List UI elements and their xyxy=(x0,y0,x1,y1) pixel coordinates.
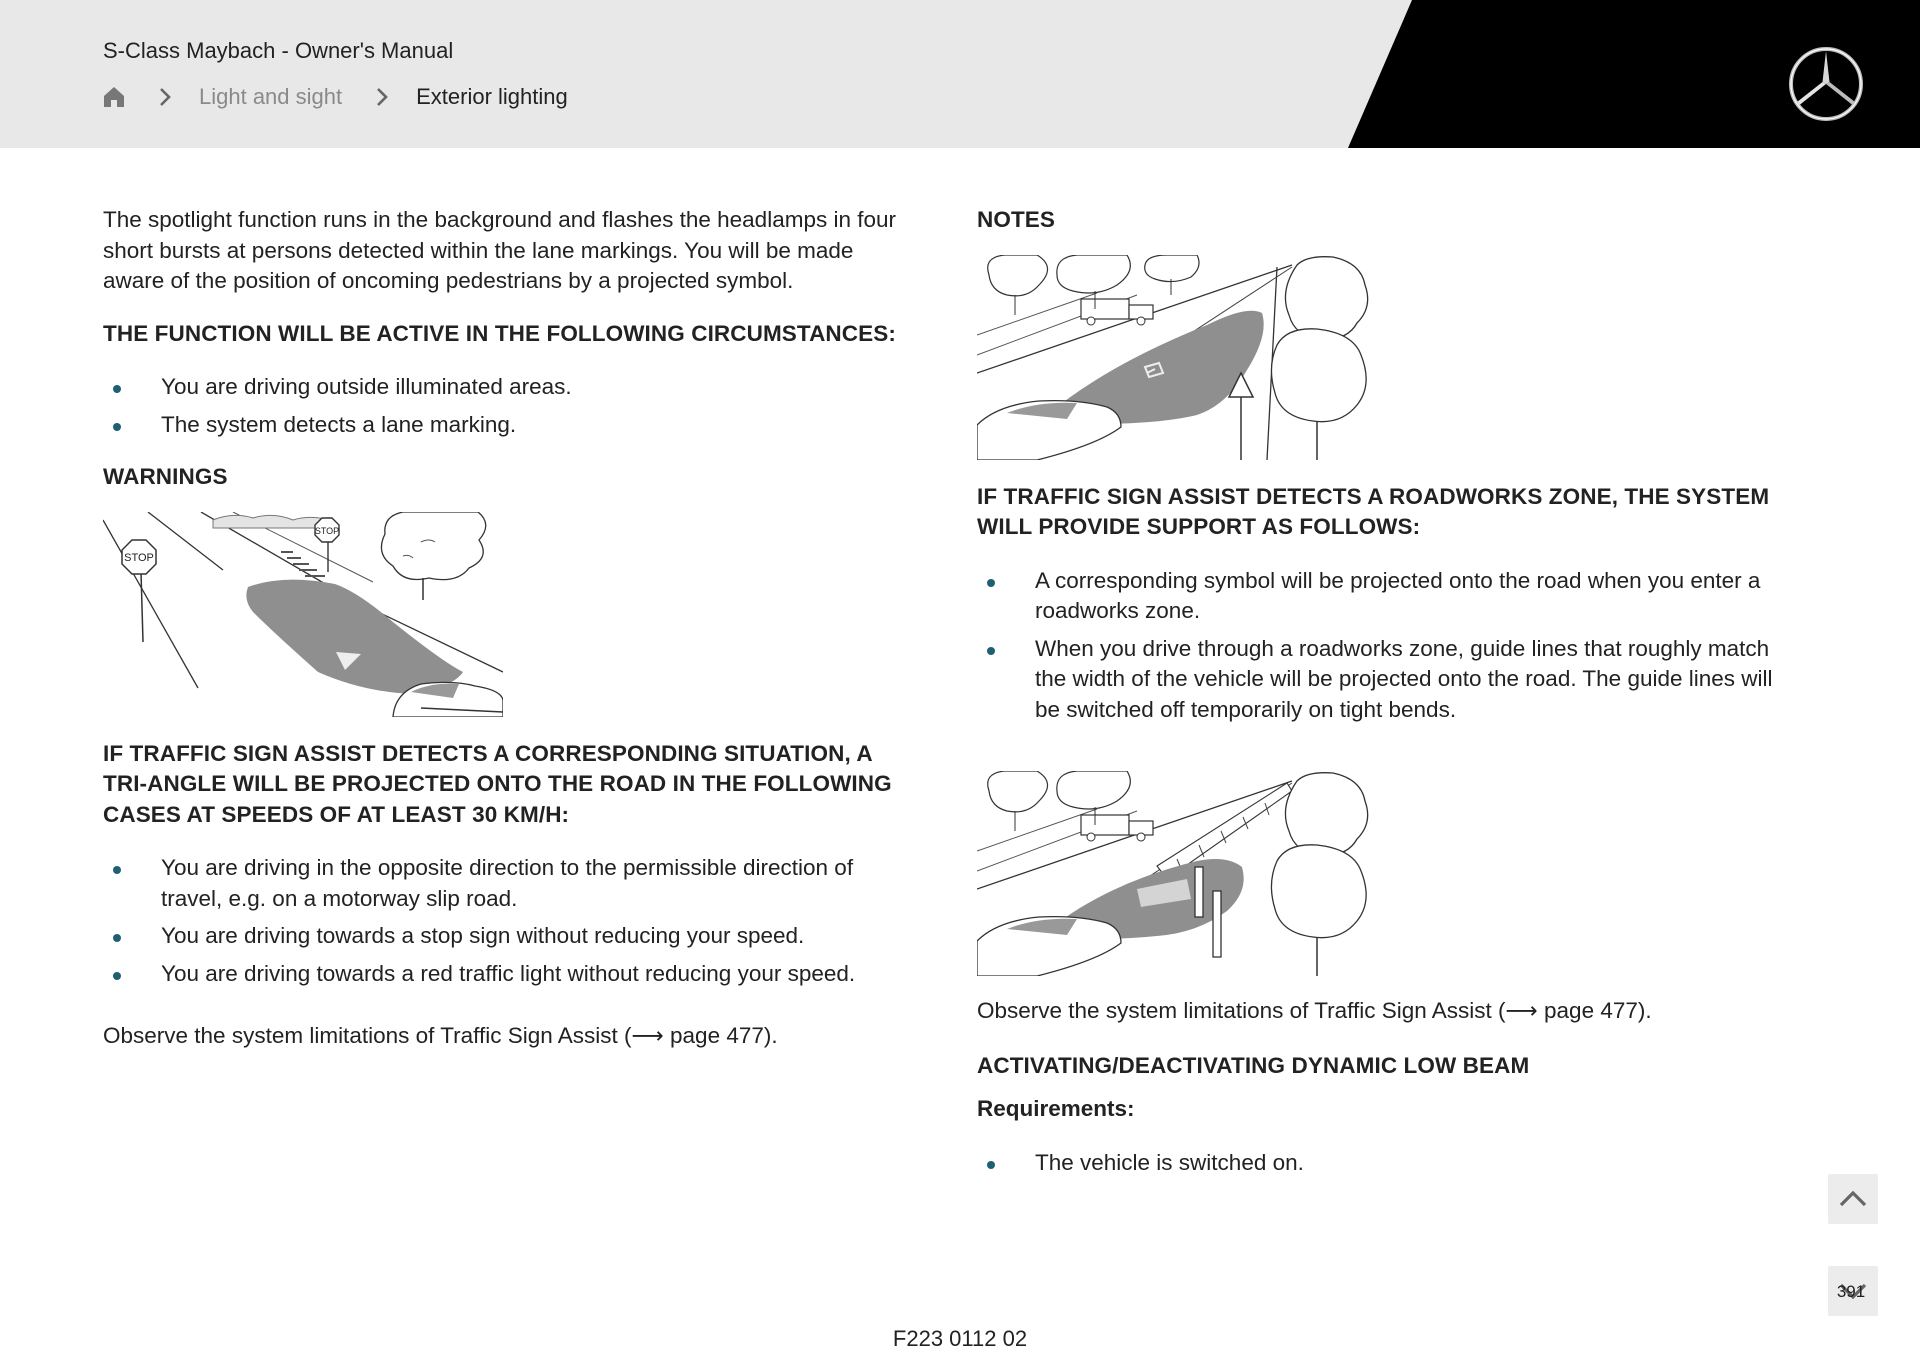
right-column xyxy=(977,205,1787,1178)
requirements-list xyxy=(977,1148,1787,1179)
warnings-illustration xyxy=(103,512,503,717)
triangle-cases-list xyxy=(103,853,908,989)
page-number: 391 xyxy=(1836,1282,1866,1301)
list-item: When you drive through a roadworks zone, guide lines that roughly match the width of the vehicle will be projected onto the road. The guide lines will be switched off temporarily on tight bends. xyxy=(977,634,1787,726)
list-item: A corresponding symbol will be projected onto the road when you enter a roadworks zone. xyxy=(977,566,1787,627)
requirements-label: Requirements: xyxy=(977,1096,1135,1121)
active-circumstances-heading: THE FUNCTION WILL BE ACTIVE IN THE FOLLOWING CIRCUMSTANCES: xyxy=(103,320,896,346)
page-header xyxy=(0,0,1920,148)
breadcrumb-light-and-sight[interactable]: Light and sight xyxy=(199,84,343,109)
activating-heading: ACTIVATING/DEACTIVATING DYNAMIC LOW BEAM xyxy=(977,1052,1530,1078)
chevron-right-icon xyxy=(157,86,173,108)
warnings-heading: WARNINGS xyxy=(103,464,228,489)
roadworks-heading: IF TRAFFIC SIGN ASSIST DETECTS A ROADWORKS ZONE, THE SYSTEM WILL PROVIDE SUPPORT AS FOLLOWS: xyxy=(977,483,1770,539)
active-circumstances-list xyxy=(103,372,908,440)
list-item: You are driving towards a red traffic light without reducing your speed. xyxy=(103,959,908,990)
three-pointed-star-logo xyxy=(1788,46,1864,122)
left-column xyxy=(103,205,908,1052)
header-black-panel xyxy=(0,0,1920,148)
spotlight-intro: The spotlight function runs in the background and flashes the headlamps in four short bursts at persons detected within the lane markings. You will be made aware of the position of oncoming pedestrians by a projected symbol. xyxy=(103,207,897,293)
list-item: The vehicle is switched on. xyxy=(977,1148,1787,1179)
home-icon[interactable] xyxy=(103,85,125,109)
breadcrumb xyxy=(103,82,568,112)
notes-illustration xyxy=(977,255,1377,460)
list-item: You are driving outside illuminated areas. xyxy=(103,372,908,403)
manual-title: S-Class Maybach - Owner's Manual xyxy=(103,38,454,63)
list-item: You are driving towards a stop sign without reducing your speed. xyxy=(103,921,908,952)
stop-sign-label: STOP xyxy=(124,551,154,564)
stop-sign-label: STOP xyxy=(314,525,340,536)
observe-limitations-left: Observe the system limitations of Traffic Sign Assist (⟶ page 477). xyxy=(103,1023,778,1048)
chevron-right-icon xyxy=(374,86,390,108)
notes-heading: NOTES xyxy=(977,207,1056,232)
observe-limitations-right: Observe the system limitations of Traffic Sign Assist (⟶ page 477). xyxy=(977,998,1652,1023)
breadcrumb-exterior-lighting: Exterior lighting xyxy=(416,84,568,109)
chevron-up-icon xyxy=(1828,1174,1878,1224)
triangle-heading: IF TRAFFIC SIGN ASSIST DETECTS A CORRESPONDING SITUATION, A TRI-ANGLE WILL BE PROJECTED ONTO THE ROAD IN THE FOLLOWING CASES AT SPEEDS OF AT LEAST 30 KM/H: xyxy=(103,740,892,827)
list-item: The system detects a lane marking. xyxy=(103,410,908,441)
roadworks-support-list xyxy=(977,566,1787,726)
roadworks-illustration xyxy=(977,771,1377,976)
list-item: You are driving in the opposite direction to the permissible direction of travel, e.g. on a motorway slip road. xyxy=(103,853,908,914)
document-code: F223 0112 02 xyxy=(892,1326,1028,1351)
scroll-up-button[interactable] xyxy=(1828,1174,1878,1224)
